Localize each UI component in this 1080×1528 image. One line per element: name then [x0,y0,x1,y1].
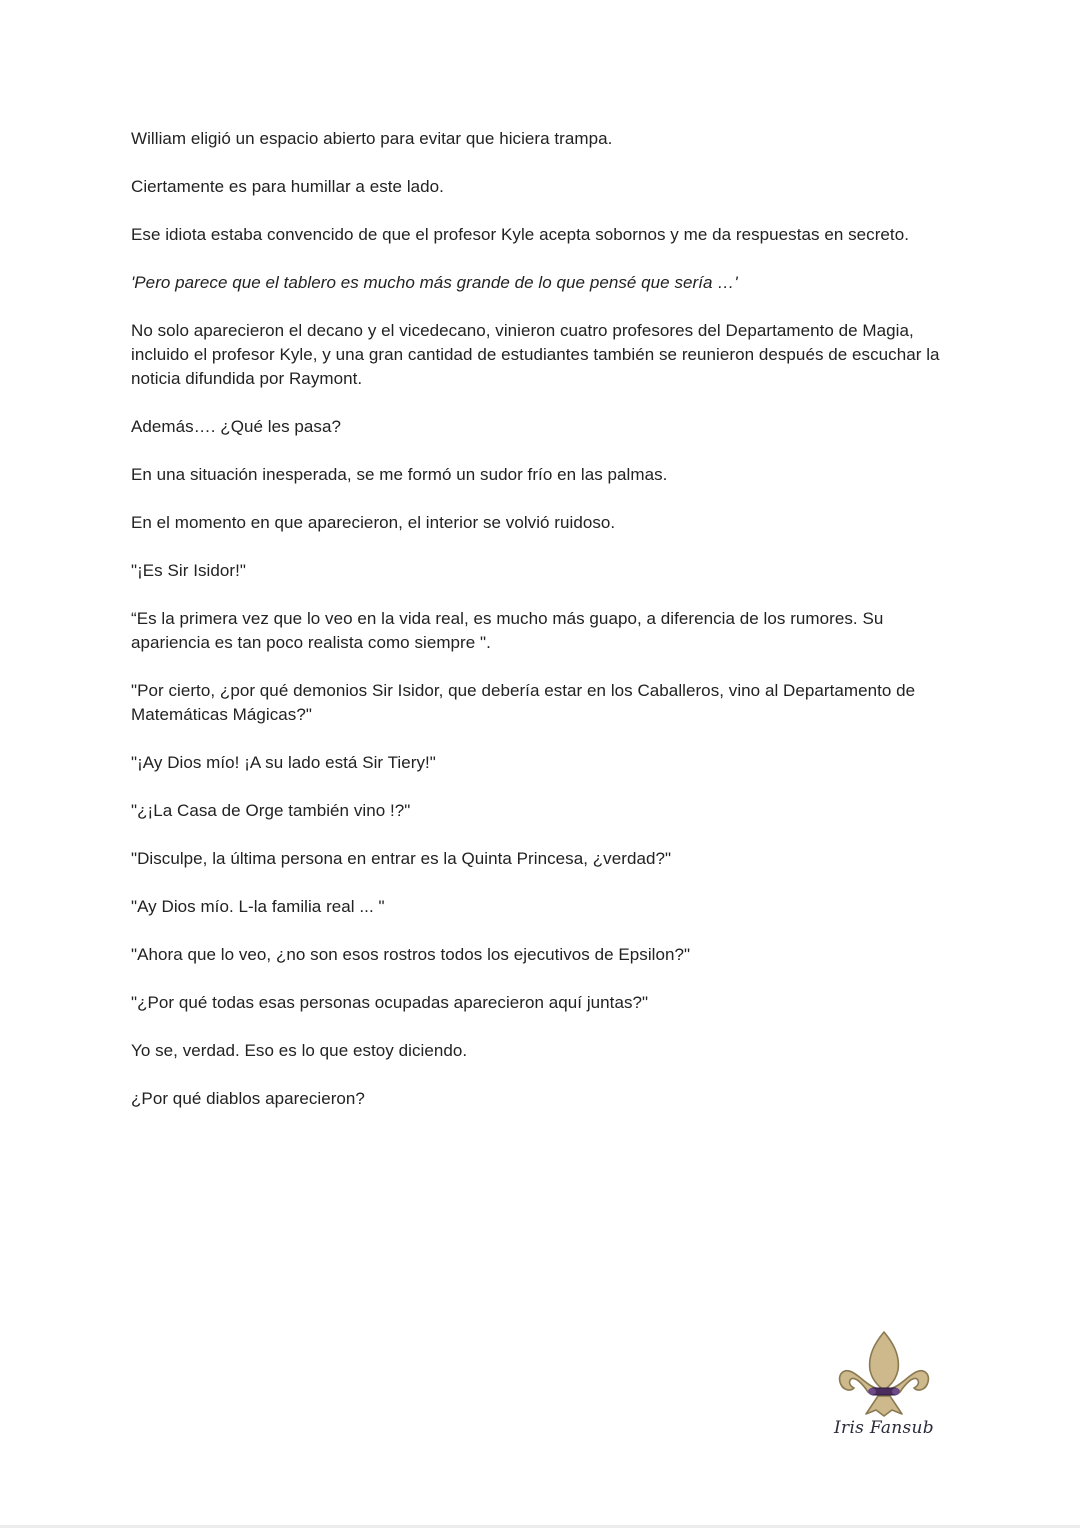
dialogue-paragraph: "Ay Dios mío. L-la familia real ... " [131,897,385,916]
logo-text: Iris Fansub [834,1418,934,1438]
paragraph: No solo aparecieron el decano y el vicedecano, vinieron cuatro profesores del Departamento de Magia, incluido el profesor Kyle, y una gran cantidad de estudiantes también se reunieron después de escuchar la noticia difundida por Raymont. [131,321,940,388]
paragraph: Además…. ¿Qué les pasa? [131,417,341,436]
paragraph: William eligió un espacio abierto para evitar que hiciera trampa. [131,129,613,148]
dialogue-paragraph: "¿Por qué todas esas personas ocupadas aparecieron aquí juntas?" [131,993,649,1012]
dialogue-paragraph: "Por cierto, ¿por qué demonios Sir Isidor, que debería estar en los Caballeros, vino al Departamento de Matemáticas Mágicas?" [131,681,916,724]
fleur-de-lis-icon [838,1330,930,1418]
paragraph: En el momento en que aparecieron, el interior se volvió ruidoso. [131,513,616,532]
paragraph: Ese idiota estaba convencido de que el profesor Kyle acepta sobornos y me da respuestas en secreto. [131,225,909,244]
paragraph: ¿Por qué diablos aparecieron? [131,1089,365,1108]
dialogue-paragraph: "¡Ay Dios mío! ¡A su lado está Sir Tiery!" [131,753,436,772]
fansub-logo [832,1330,936,1448]
paragraph: Ciertamente es para humillar a este lado. [131,177,444,196]
thought-paragraph: 'Pero parece que el tablero es mucho más grande de lo que pensé que sería …' [131,273,738,292]
dialogue-paragraph: “Es la primera vez que lo veo en la vida real, es mucho más guapo, a diferencia de los rumores. Su apariencia es tan poco realista como siempre ". [131,609,884,652]
dialogue-paragraph: "¡Es Sir Isidor!" [131,561,246,580]
paragraph: En una situación inesperada, se me formó un sudor frío en las palmas. [131,465,668,484]
dialogue-paragraph: "Ahora que lo veo, ¿no son esos rostros todos los ejecutivos de Epsilon?" [131,945,691,964]
document-body [131,127,951,1135]
dialogue-paragraph: "¿¡La Casa de Orge también vino !?" [131,801,411,820]
paragraph: Yo se, verdad. Eso es lo que estoy diciendo. [131,1041,468,1060]
dialogue-paragraph: "Disculpe, la última persona en entrar es la Quinta Princesa, ¿verdad?" [131,849,672,868]
